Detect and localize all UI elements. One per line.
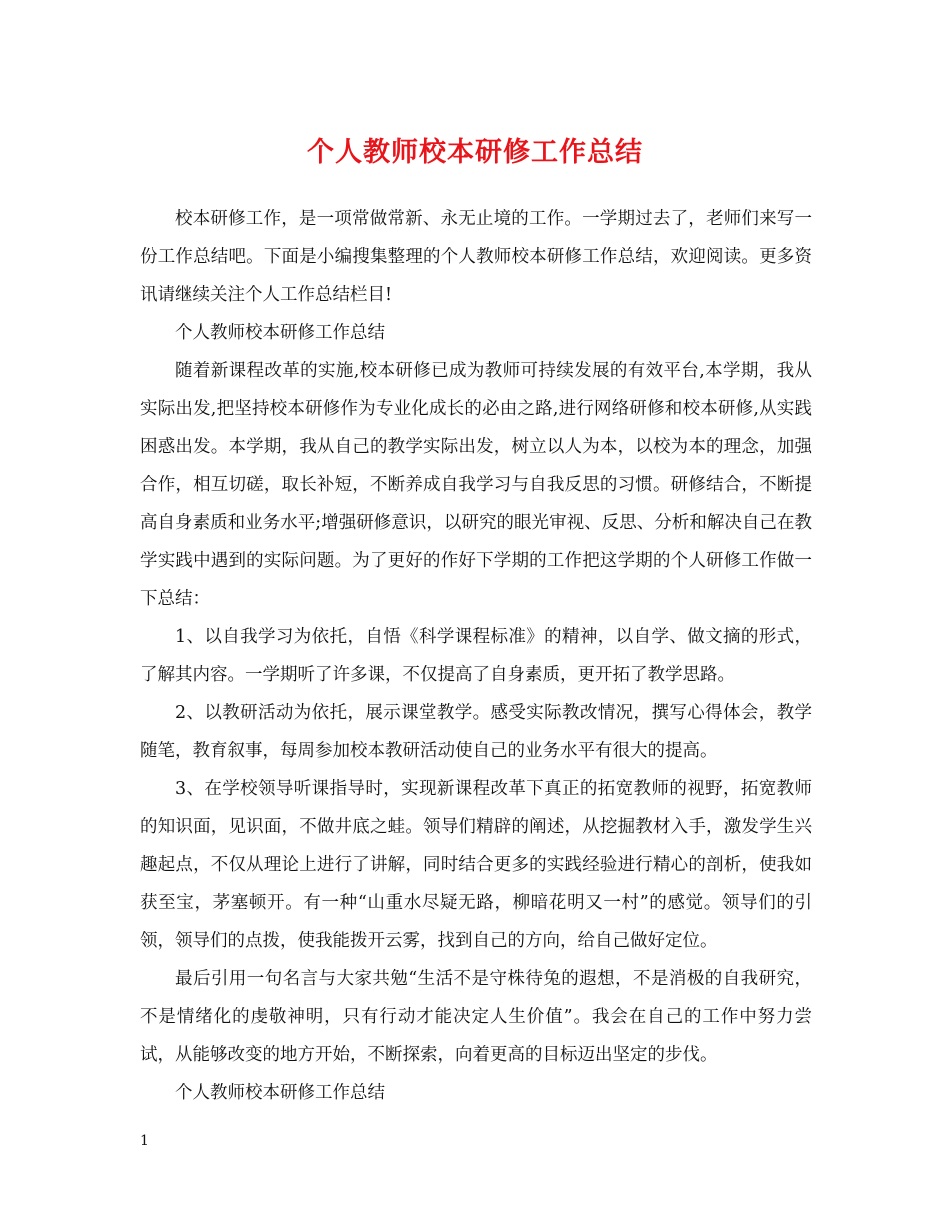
paragraph-item-1: 1、以自我学习为依托，自悟《科学课程标准》的精神，以自学、做文摘的形式，了解其内容。一学期听了许多课，不仅提高了自身素质，更开拓了教学思路。: [140, 627, 812, 685]
page-number: 1: [140, 1133, 149, 1149]
paragraph-item-3: 3、在学校领导听课指导时，实现新课程改革下真正的拓宽教师的视野，拓宽教师的知识面，见识面，不做井底之蛙。领导们精辟的阐述，从挖掘教材入手，激发学生兴趣起点，不仅从理论上进行了讲解，同时结合更多的实践经验进行精心的剖析，使我如获至宝，茅塞顿开。有一种“山重水尽疑无路，柳暗花明又一村”的感觉。领导们的引领，领导们的点拨，使我能拨开云雾，找到自己的方向，给自己做好定位。: [140, 779, 812, 951]
paragraph-conclusion: 最后引用一句名言与大家共勉“生活不是守株待兔的遐想，不是消极的自我研究，不是情绪化的虔敬神明，只有行动才能决定人生价值”。我会在自己的工作中努力尝试，从能够改变的地方开始，不断探索，向着更高的目标迈出坚定的步伐。: [140, 969, 812, 1065]
document-body: [140, 200, 812, 1112]
paragraph-subheading-repeat: 个人教师校本研修工作总结: [175, 1083, 385, 1103]
paragraph-intro: 校本研修工作，是一项常做常新、永无止境的工作。一学期过去了，老师们来写一份工作总结吧。下面是小编搜集整理的个人教师校本研修工作总结，欢迎阅读。更多资讯请继续关注个人工作总结栏目!: [140, 209, 812, 305]
paragraph-item-2: 2、以教研活动为依托，展示课堂教学。感受实际教改情况，撰写心得体会，教学随笔，教育叙事，每周参加校本教研活动使自己的业务水平有很大的提高。: [140, 703, 812, 761]
paragraph-subheading: 个人教师校本研修工作总结: [175, 323, 385, 343]
paragraph-main: 随着新课程改革的实施,校本研修已成为教师可持续发展的有效平台,本学期，我从实际出发,把坚持校本研修作为专业化成长的必由之路,进行网络研修和校本研修,从实践困惑出发。本学期，我从自己的教学实际出发，树立以人为本，以校为本的理念，加强合作，相互切磋，取长补短，不断养成自我学习与自我反思的习惯。研修结合，不断提高自身素质和业务水平;增强研修意识，以研究的眼光审视、反思、分析和解决自己在教学实践中遇到的实际问题。为了更好的作好下学期的工作把这学期的个人研修工作做一下总结：: [140, 361, 812, 609]
document-title: 个人教师校本研修工作总结: [307, 137, 643, 168]
